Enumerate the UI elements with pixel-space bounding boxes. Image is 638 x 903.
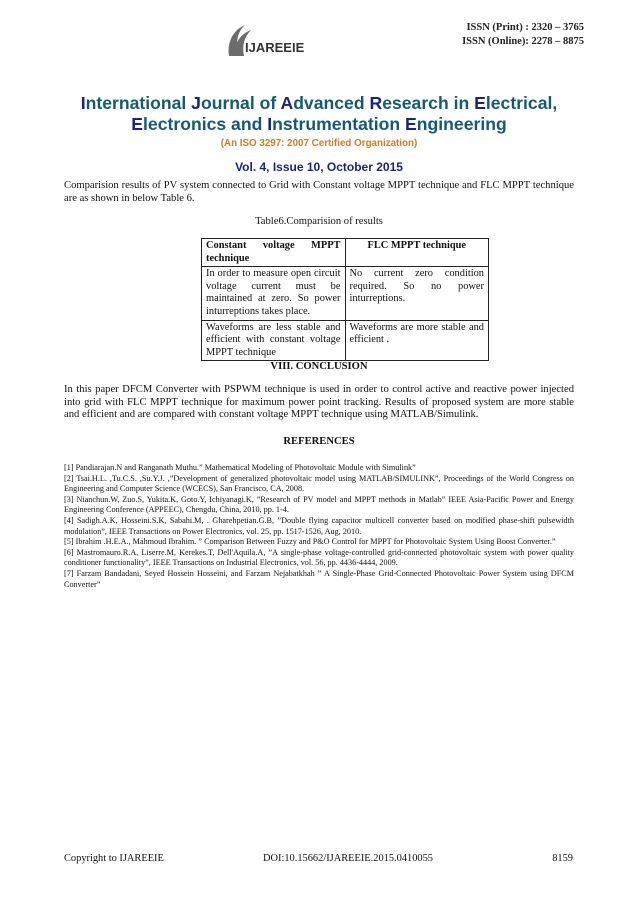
reference-item: [1] Pandiarajan.N and Ranganath Muthu.” Mathematical Modeling of Photovoltaic Module with Simulink”: [64, 463, 416, 472]
reference-item: [4] Sadigh.A.K, Hosseini.S.K, Sabahi.M, . Gharehpetian.G.B, ”Double flying capacitor multicell converter based on modified phase-shift pulsewidth modulation”, IEEE Transactions on Power Electronics, vol. 25, pp. 1517-1526, Aug, 2010.: [64, 515, 574, 536]
table-header-cell: FLC MPPT technique: [345, 239, 489, 267]
table-cell: No current zero condition required. So no power inturreptions.: [345, 267, 489, 320]
logo-text: IJAREEIE: [245, 40, 305, 55]
intro-paragraph: Comparision results of PV system connected to Grid with Constant voltage MPPT technique and FLC MPPT technique are as shown in below Table 6.: [64, 180, 574, 204]
table-cell: Waveforms are more stable and efficient .: [345, 320, 489, 361]
table-row: [202, 320, 489, 361]
issn-online: ISSN (Online): 2278 – 8875: [462, 36, 584, 47]
footer-doi: DOI:10.15662/IJAREEIE.2015.0410055: [263, 853, 433, 864]
iso-certification: (An ISO 3297: 2007 Certified Organization): [220, 138, 418, 149]
journal-title-line1: International Journal of Advanced Research in Electrical,: [80, 93, 558, 113]
journal-logo: [223, 22, 311, 58]
reference-item: [5] Ibrahim .H.E.A., Mahmoud Ibrahim. ” Comparison Between Fuzzy and P&O Control for MPPT for Photovoltaic System Using Boost Converter.”: [64, 537, 556, 547]
conclusion-paragraph: In this paper DFCM Converter with PSPWM technique is used in order to control active and reactive power injected into grid with FLC MPPT technique for maximum power point tracking. Results of proposed system are more stable and efficient and are compared with constant voltage MPPT technique using MATLAB/Simulink.: [64, 384, 574, 420]
table-caption: Table6.Comparision of results: [255, 216, 383, 227]
reference-item: [3] Nianchun.W, Zuo.S, Yukita.K, Goto.Y, Ichiyanagi.K, ”Research of PV model and MPPT methods in Matlab” IEEE Asia-Pacific Power and Energy Engineering Conference (APPEEC), Chengdu, China, 2010, pp. 1-4.: [64, 494, 574, 515]
references-list: [64, 463, 574, 590]
table-row: [202, 267, 489, 320]
conclusion-heading: VIII. CONCLUSION: [270, 361, 368, 372]
volume-issue: Vol. 4, Issue 10, October 2015: [235, 160, 403, 174]
references-heading: REFERENCES: [283, 436, 355, 447]
reference-item: [7] Farzam Bandadani, Seyed Hossein Hosseini, and Farzam Nejabatkhah ” A Single-Phase Grid-Connected Photovoltaic Power System using DFCM Converter”: [64, 568, 574, 589]
footer-page-number: 8159: [552, 853, 573, 864]
comparison-table: [201, 238, 489, 361]
issn-print: ISSN (Print) : 2320 – 3765: [466, 22, 584, 33]
table-cell: In order to measure open circuit voltage current must be maintained at zero. So power inturreptions takes place.: [202, 267, 346, 320]
table-cell: Waveforms are less stable and efficient with constant voltage MPPT technique: [202, 320, 346, 361]
reference-item: [6] Mastromauro.R.A, Liserre.M, Kerekes.T, Dell'Aquila.A, ”A single-phase voltage-controlled grid-connected photovoltaic system with power quality conditioner functionality”, IEEE Transactions on Industrial Electronics, vol. 56, pp. 4436-4444, 2009.: [64, 547, 574, 568]
table-header-cell: Constant voltage MPPT technique: [202, 239, 346, 267]
reference-item: [2] Tsai.H.L. ,Tu.C.S. ,Su.Y.J. ,”Development of generalized photovoltaic model using MATLAB/SIMULINK”, Proceedings of the World Congress on Engineering and Computer Science (WCECS), San Francisco, CA, 2008.: [64, 473, 574, 494]
table-header-row: [202, 239, 489, 267]
journal-title-line2: Electronics and Instrumentation Engineering: [131, 114, 507, 134]
footer-copyright: Copyright to IJAREEIE: [64, 853, 164, 864]
